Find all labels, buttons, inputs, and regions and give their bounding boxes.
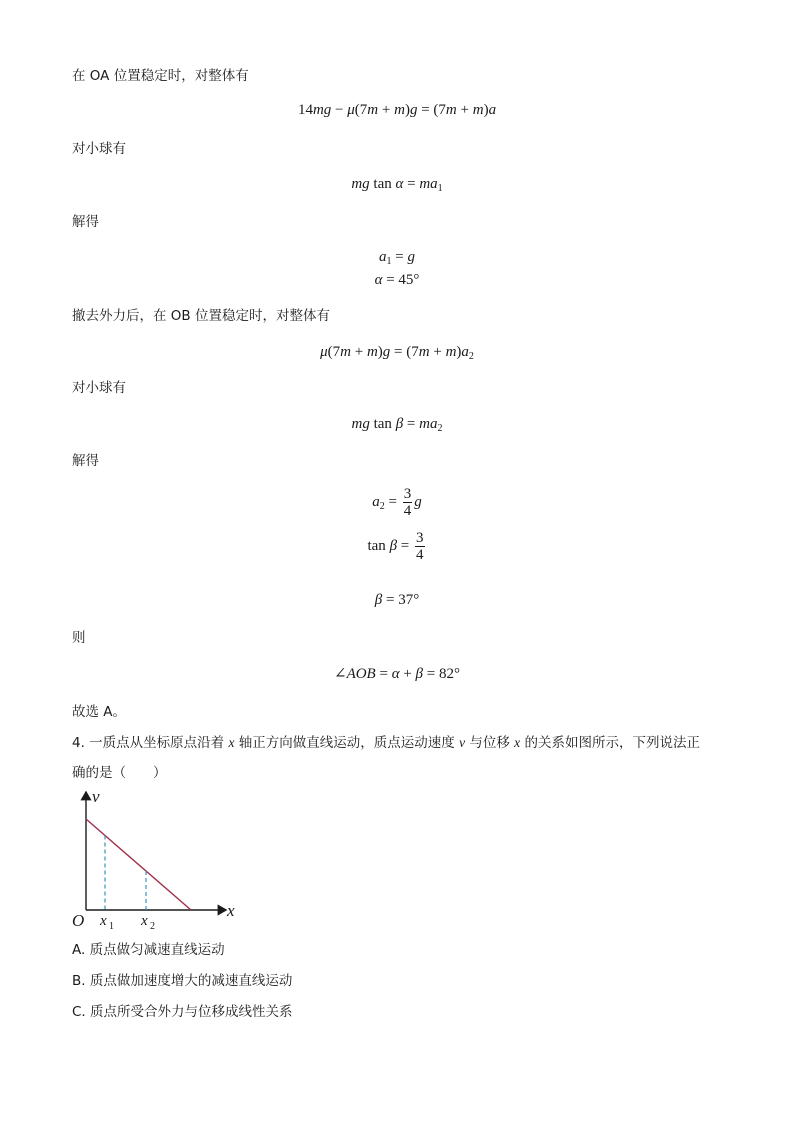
origin-label: O bbox=[72, 911, 85, 930]
text-line: 对小球有 bbox=[72, 141, 126, 157]
option-a: A. 质点做匀减速直线运动 bbox=[72, 942, 225, 958]
option-b: B. 质点做加速度增大的减速直线运动 bbox=[72, 973, 293, 989]
text-line: 解得 bbox=[72, 453, 99, 469]
text-line: 对小球有 bbox=[72, 380, 126, 396]
option-c: C. 质点所受合外力与位移成线性关系 bbox=[72, 1004, 293, 1020]
equation-1: 14mg − μ(7m + m)g = (7m + m)a bbox=[297, 102, 497, 118]
equation-6: mg $\tan \beta = ma_2$ bbox=[351, 416, 443, 434]
x2-label: x bbox=[141, 913, 148, 929]
text-line: 在 OA 位置稳定时，对整体有 bbox=[72, 68, 249, 84]
question-4-stem-cont: 确的是（ ） bbox=[72, 765, 167, 781]
question-4-stem: 4. 一质点从坐标原点沿着 x 轴正方向做直线运动，质点运动速度 v 与位移 x 的关系如图所示，下列说法正 bbox=[72, 735, 700, 751]
equation-5: $\mu(7m + m)g = (7m + m)a_2$ bbox=[320, 344, 474, 362]
equation-8: tan β = $\frac{3}{4}$ bbox=[367, 530, 424, 563]
text-line: 故选 A。 bbox=[72, 704, 127, 720]
x2-subscript: 2 bbox=[150, 921, 155, 932]
x1-label: x bbox=[100, 913, 107, 929]
x-axis-label: x bbox=[227, 901, 235, 920]
text-line: 则 bbox=[72, 630, 86, 646]
equation-3: $a_1 = g$ bbox=[379, 249, 415, 267]
v-x-line bbox=[86, 819, 191, 910]
text-line: 解得 bbox=[72, 214, 99, 230]
text-line: 撤去外力后，在 OB 位置稳定时，对整体有 bbox=[72, 308, 330, 324]
equation-7: $a_2$ = $\frac{3}{4}$ g bbox=[372, 486, 422, 519]
v-axis-label: v bbox=[92, 787, 100, 806]
equation-2: mg $\tan \alpha = ma_1$ bbox=[351, 176, 443, 194]
equation-4: α = 45° bbox=[374, 272, 420, 288]
equation-9: β = 37° bbox=[374, 592, 420, 608]
equation-10: ∠AOB = α + β = 82° bbox=[333, 666, 460, 682]
x1-subscript: 1 bbox=[109, 921, 114, 932]
v-x-graph bbox=[64, 786, 254, 936]
